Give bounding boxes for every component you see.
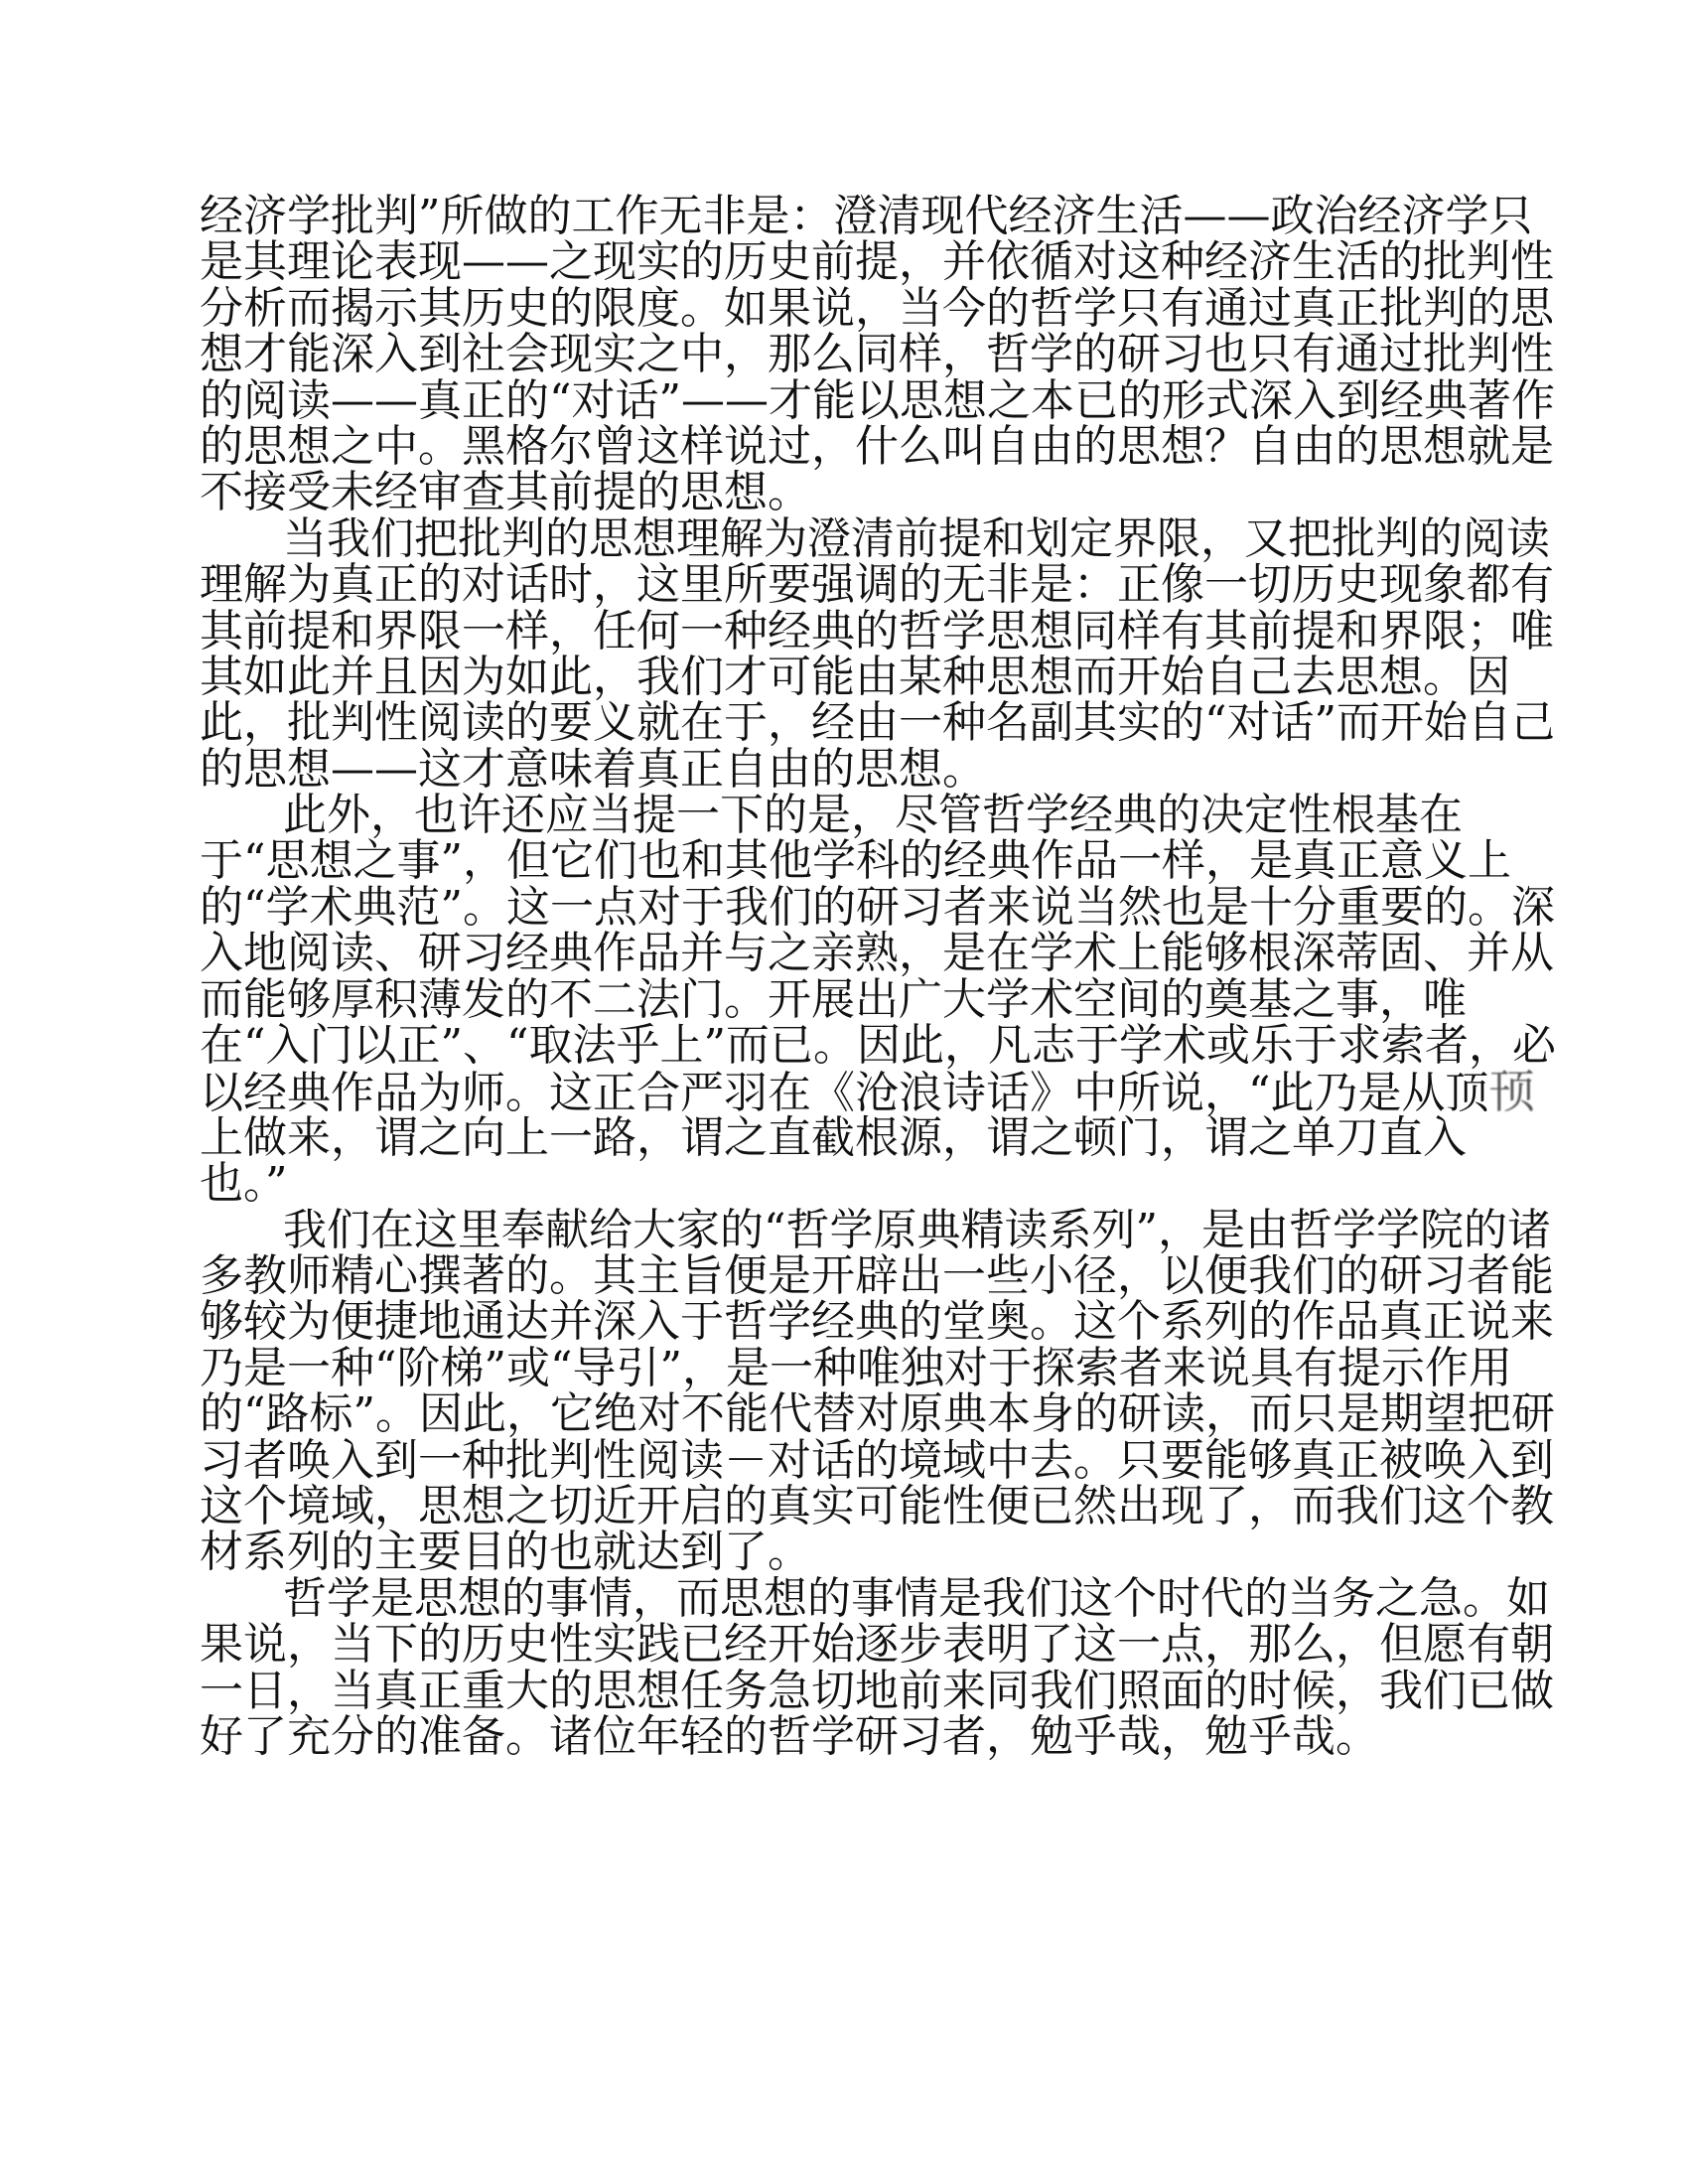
text-line: 而能够厚积薄发的不二法门。开展出广大学术空间的奠基之事，唯 xyxy=(200,973,1467,1025)
paragraph-3 xyxy=(200,790,1556,1210)
text-line: 的“路标”。因此，它绝对不能代替对原典本身的研读，而只是期望把研 xyxy=(200,1388,1555,1440)
paragraph-1 xyxy=(200,191,1555,518)
text-line: 于“思想之事”，但它们也和其他学科的经典作品一样，是真正意义上 xyxy=(200,835,1511,887)
text-line: 经济学批判”所做的工作无非是：澄清现代经济生活——政治经济学只 xyxy=(200,191,1533,241)
text-line-content: 以经典作品为师。这正合严羽在《沧浪诗话》中所说，“此乃是从顶 xyxy=(200,1068,1489,1119)
text-line: 果说，当下的历史性实践已经开始逐步表明了这一点，那么，但愿有朝 xyxy=(200,1619,1554,1671)
paragraph-4 xyxy=(200,1204,1555,1578)
text-line: 好了充分的准备。诸位年轻的哲学研习者，勉乎哉，勉乎哉。 xyxy=(200,1710,1379,1762)
text-line: 不接受未经审查其前提的思想。 xyxy=(200,467,811,518)
text-line: 想才能深入到社会现实之中，那么同样，哲学的研习也只有通过批判性 xyxy=(200,329,1554,380)
inline-image-glyph: 顸 xyxy=(1488,1065,1535,1119)
text-line: 分析而揭示其历史的限度。如果说，当今的哲学只有通过真正批判的思 xyxy=(200,282,1554,334)
text-line: 此外，也许还应当提一下的是，尽管哲学经典的决定性根基在 xyxy=(283,790,1463,841)
text-line: 一日，当真正重大的思想任务急切地前来同我们照面的时候，我们已做 xyxy=(200,1665,1554,1716)
text-line: 材系列的主要目的也就达到了。 xyxy=(200,1527,811,1578)
text-line: 在“入门以正”、“取法乎上”而已。因此，凡志于学术或乐于求索者，必 xyxy=(200,1020,1556,1072)
text-line: 的“学术典范”。这一点对于我们的研习者来说当然也是十分重要的。深 xyxy=(200,881,1555,933)
text-line: 其如此并且因为如此，我们才可能由某种思想而开始自己去思想。因 xyxy=(200,651,1510,702)
text-line: 够较为便捷地通达并深入于哲学经典的堂奥。这个系列的作品真正说来 xyxy=(200,1296,1554,1348)
text-line: 入地阅读、研习经典作品并与之亲熟，是在学术上能够根深蒂固、并从 xyxy=(200,928,1554,979)
text-line: 的思想之中。黑格尔曾这样说过，什么叫自由的思想？自由的思想就是 xyxy=(200,420,1554,472)
text-line: 当我们把批判的思想理解为澄清前提和划定界限，又把批判的阅读 xyxy=(283,512,1550,564)
text-line: 这个境域，思想之切近开启的真实可能性便已然出现了，而我们这个教 xyxy=(200,1480,1554,1531)
document-page xyxy=(200,191,1556,1762)
text-line: 其前提和界限一样，任何一种经典的哲学思想同样有其前提和界限；唯 xyxy=(200,605,1554,656)
paragraph-2 xyxy=(200,512,1555,795)
text-line: 我们在这里奉献给大家的“哲学原典精读系列”，是由哲学学院的诸 xyxy=(283,1204,1551,1255)
text-line: 的阅读——真正的“对话”——才能以思想之本已的形式深入到经典著作 xyxy=(200,374,1555,426)
text-line: 此，批判性阅读的要义就在于，经由一种名副其实的“对话”而开始自己 xyxy=(200,697,1555,749)
text-line: 上做来，谓之向上一路，谓之直截根源，谓之顿门，谓之单刀直入 xyxy=(200,1111,1467,1163)
text-line: 的思想——这才意味着真正自由的思想。 xyxy=(200,743,986,795)
text-line: 乃是一种“阶梯”或“导引”，是一种唯独对于探索者来说具有提示作用 xyxy=(200,1342,1512,1393)
text-line: 是其理论表现——之现实的历史前提，并依循对这种经济生活的批判性 xyxy=(200,236,1554,288)
paragraph-5 xyxy=(200,1572,1554,1762)
text-line: 也。” xyxy=(200,1158,288,1210)
text-line: 习者唤入到一种批判性阅读－对话的境域中去。只要能够真正被唤入到 xyxy=(200,1434,1554,1486)
text-line: 理解为真正的对话时，这里所要强调的无非是：正像一切历史现象都有 xyxy=(200,559,1554,611)
text-line: 哲学是思想的事情，而思想的事情是我们这个时代的当务之急。如 xyxy=(283,1572,1550,1624)
text-line: 多教师精心撰著的。其主旨便是开辟出一些小径，以便我们的研习者能 xyxy=(200,1249,1554,1301)
text-line xyxy=(200,1065,1535,1119)
